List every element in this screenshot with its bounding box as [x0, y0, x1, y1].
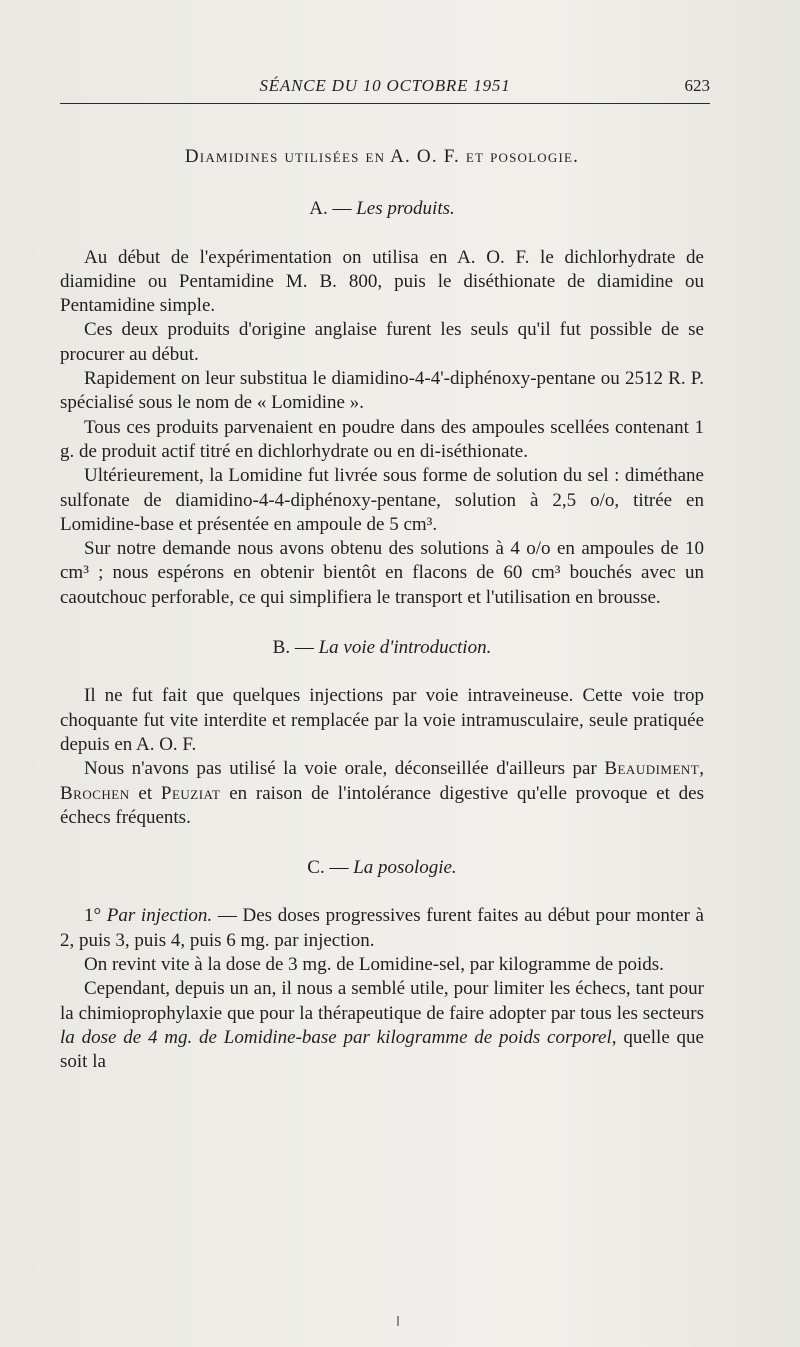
page-mark	[397, 1316, 399, 1326]
paragraph	[60, 904, 704, 953]
subheading-title: Les produits.	[356, 198, 455, 220]
paragraph: Ultérieurement, la Lomidine fut livrée sous forme de solution du sel : diméthane sulfonate de diamidino-4-4-diphénoxy-pentane, solution à 2,5 o/o, titrée en Lomidine-base et présentée en ampoule de 5 cm³.	[60, 465, 704, 535]
author-name: Brochen	[60, 782, 130, 804]
text-run: en raison de l'intolérance digestive qu'elle provoque et des échecs fréquents.	[60, 782, 704, 828]
running-title: SÉANCE DU 10 OCTOBRE 1951	[259, 76, 511, 95]
text-run: et	[129, 782, 161, 804]
page-number: 623	[684, 76, 710, 95]
author-name: Peuziat	[160, 782, 221, 804]
emphasis: la dose de 4 mg. de Lomidine-base par kilogramme de poids corporel	[60, 1026, 612, 1048]
paragraph	[60, 977, 704, 1074]
text-run: ,	[699, 758, 704, 780]
paragraph-authors	[60, 757, 704, 830]
subheading-label: A. —	[309, 198, 357, 220]
text-run: , quelle que soit la	[60, 1026, 704, 1073]
running-header	[60, 76, 710, 102]
item-number: 1°	[84, 905, 107, 927]
section-title: Diamidines utilisées en A. O. F. et posologie.	[184, 146, 580, 167]
header-rule	[60, 103, 710, 104]
subheading-posologie	[60, 856, 704, 880]
subheading-title: La voie d'introduction.	[318, 637, 492, 659]
body-text	[60, 145, 704, 1075]
paragraph: Rapidement on leur substitua le diamidino-4-4'-diphénoxy-pentane ou 2512 R. P. spécialisé sous le nom de « Lomidine ».	[60, 368, 704, 414]
text-run: Nous n'avons pas utilisé la voie orale, déconseillée d'ailleurs par	[84, 758, 605, 780]
paragraph: Il ne fut fait que quelques injections par voie intraveineuse. Cette voie trop choquante fut vite interdite et remplacée par la voie intramusculaire, seule pratiquée depuis en A. O. F.	[60, 685, 704, 755]
subheading-voie	[60, 636, 704, 660]
subheading-label: B. —	[272, 637, 319, 659]
item-title: Par injection.	[106, 905, 213, 927]
paragraph: Ces deux produits d'origine anglaise furent les seuls qu'il fut possible de se procurer au début.	[60, 319, 704, 365]
subheading-label: C. —	[307, 857, 354, 879]
text-run: — Des doses progressives furent faites au début pour monter à 2, puis 3, puis 4, puis 6 mg. par injection.	[60, 905, 704, 951]
subheading-title: La posologie.	[353, 857, 457, 879]
paragraph: Tous ces produits parvenaient en poudre dans des ampoules scellées contenant 1 g. de produit actif titré en dichlorhydrate ou en di-iséthionate.	[60, 416, 704, 462]
paragraph: Sur notre demande nous avons obtenu des solutions à 4 o/o en ampoules de 10 cm³ ; nous espérons en obtenir bientôt en flacons de 60 cm³ bouchés avec un caoutchouc perforable, ce qui simplifiera le transport et l'utilisation en brousse.	[60, 538, 704, 608]
subheading-produits	[60, 197, 704, 221]
author-name: Beaudiment	[604, 758, 700, 780]
paragraph: On revint vite à la dose de 3 mg. de Lomidine-sel, par kilogramme de poids.	[84, 954, 664, 976]
text-run: Cependant, depuis un an, il nous a semblé utile, pour limiter les échecs, tant pour la chimioprophylaxie que pour la thérapeutique de faire adopter par tous les secteurs	[60, 978, 704, 1024]
paragraph: Au début de l'expérimentation on utilisa en A. O. F. le dichlorhydrate de diamidine ou Pentamidine M. B. 800, puis le diséthionate de diamidine ou Pentamidine simple.	[60, 246, 704, 317]
